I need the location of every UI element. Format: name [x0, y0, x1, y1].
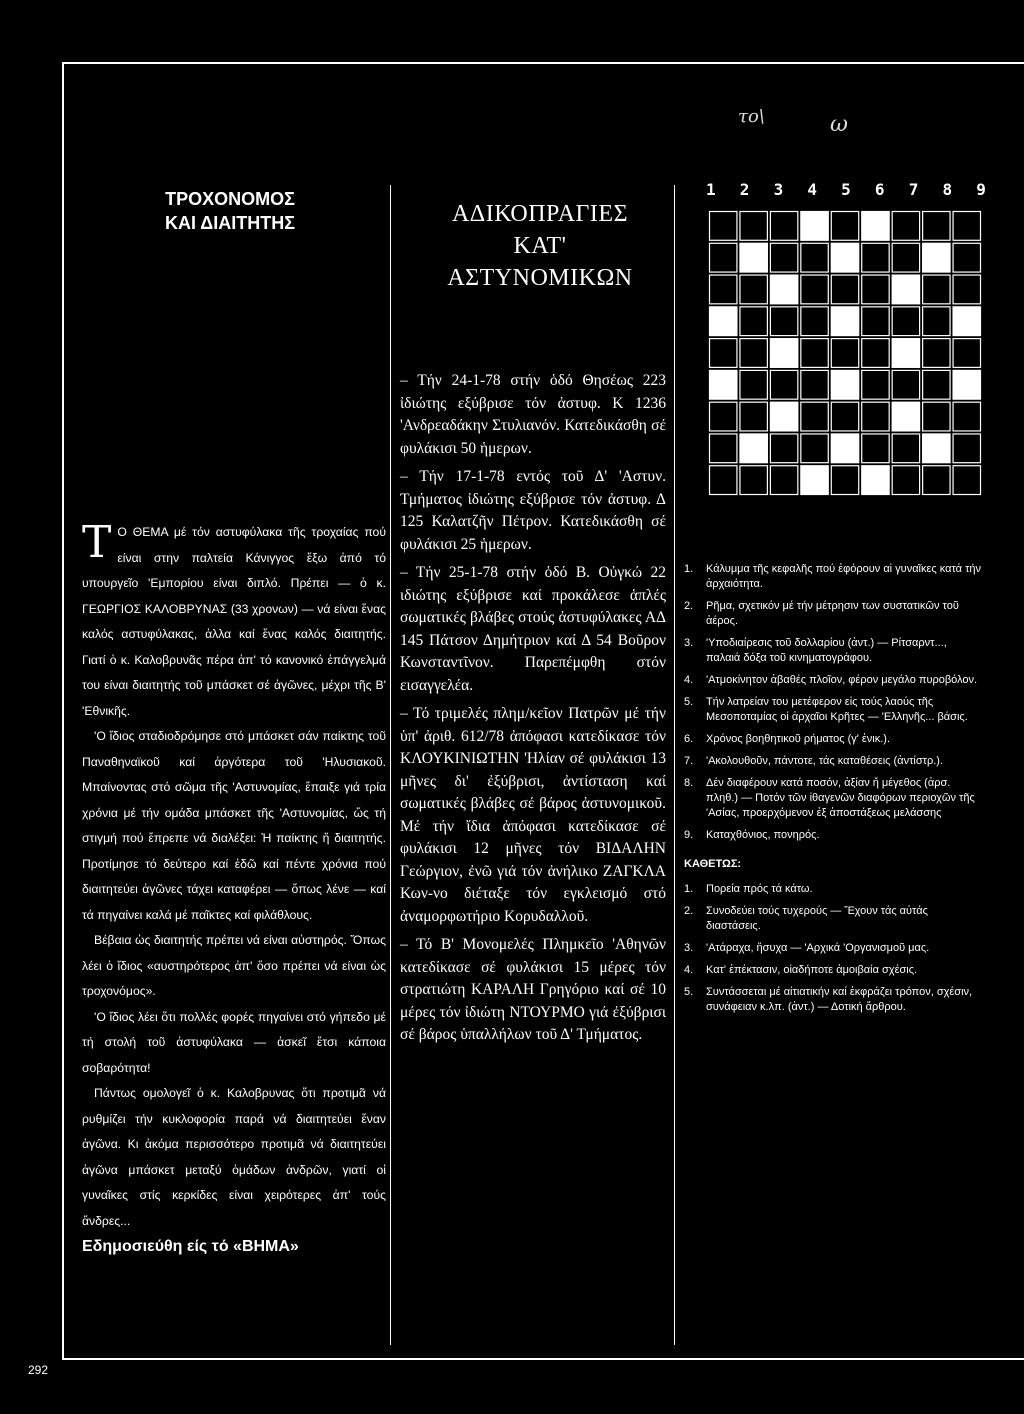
clue-item	[684, 776, 984, 821]
grid-cell	[740, 275, 767, 304]
grid-cell	[831, 466, 858, 495]
grid-cell	[801, 402, 828, 431]
grid-block-cell	[831, 243, 858, 272]
grid-block-cell	[892, 275, 919, 304]
clue-text: Χρόνος βοηθητικοῦ ρήματος (γ' ἑνικ.).	[706, 733, 891, 745]
grid-cell	[770, 434, 797, 463]
grid-cell	[862, 307, 889, 336]
grid-cell	[862, 434, 889, 463]
column-number: 7	[908, 180, 919, 199]
grid-cell	[953, 275, 980, 304]
clue-number: 5.	[684, 986, 694, 998]
grid-block-cell	[770, 275, 797, 304]
column-number: 6	[874, 180, 885, 199]
grid-cell	[892, 243, 919, 272]
clue-text: Τήν λατρείαν του μετέφερον εἰς τούς λαούς τῆς Μεσοποταμίας οἱ ἀρχαῖοι Κρῆτες — 'Ελληνῆς... βάσις.	[706, 696, 968, 723]
clue-text: Ρῆμα, σχετικόν μέ τήν μέτρησιν των συστατικῶν τοῦ ἀέρος.	[706, 600, 959, 627]
grid-cell	[892, 212, 919, 241]
grid-cell	[740, 466, 767, 495]
clue-item	[684, 828, 984, 843]
grid-cell	[770, 466, 797, 495]
grid-cell	[923, 466, 950, 495]
grid-cell	[953, 339, 980, 368]
middle-article-body	[400, 370, 666, 1053]
left-article-title: ΤΡΟΧΟΝΟΜΟΣ ΚΑΙ ΔΙΑΙΤΗΤΗΣ	[164, 189, 296, 233]
column-divider-right	[674, 185, 675, 1345]
grid-cell	[710, 402, 737, 431]
clue-item	[684, 636, 984, 666]
clue-item	[684, 695, 984, 725]
grid-cell	[831, 339, 858, 368]
middle-article-title: ΑΔΙΚΟΠΡΑΓΙΕΣ ΚΑΤ' ΑΣΤΥΝΟΜΙΚΩΝ	[447, 201, 633, 291]
grid-block-cell	[892, 339, 919, 368]
grid-cell	[801, 275, 828, 304]
left-paragraph-4: 'Ο ἴδιος λέει ὅτι πολλές φορές πηγαίνει στό γήπεδο μέ τή στολή τοῦ ἀστυφύλακα — ἀσκεῖ ἔτσι κάποια σοβαρότητα!	[82, 1009, 386, 1075]
grid-cell	[923, 275, 950, 304]
clue-text: Δέν διαφέρουν κατά ποσόν, ἀξίαν ἤ μέγεθος (ἀρσ. πληθ.) — Ποτόν τῶν ἰθαγενῶν διαφόρων περιοχῶν τῆς 'Ασίας, προερχόμενον ἐξ ἀποστάξεως μελάσσης	[706, 777, 975, 819]
clue-item	[684, 599, 984, 629]
clue-text: Συντάσσεται μέ αἰτιατικήν καί ἐκφράζει τρόπον, σχέσιν, συνάφειαν κ.λπ. (ἀντ.) — Δοτική ἄρθρου.	[706, 986, 973, 1013]
grid-cell	[862, 243, 889, 272]
column-number: 8	[942, 180, 953, 199]
clue-item	[684, 963, 984, 978]
grid-cell	[710, 243, 737, 272]
grid-cell	[801, 434, 828, 463]
clue-number: 4.	[684, 964, 694, 976]
grid-cell	[770, 370, 797, 399]
clue-text: Καταχθόνιος, πονηρός.	[706, 829, 820, 841]
grid-cell	[923, 307, 950, 336]
clue-number: 6.	[684, 733, 694, 745]
signoff: Εδημοσιεύθη είς τό «ΒΗΜΑ»	[82, 1238, 299, 1255]
left-paragraph-5: Πάντως ομολογεῖ ὁ κ. Καλοβρυνας ὅτι προτιμᾶ νά ρυθμίζει τήν κυκλοφορία παρά νά διαιτητεύει ἕναν ἀγῶνα. Κι ἀκόμα περισσότερο προτιμᾶ νά διαιτητεύει ἀγῶνα μπάσκετ μεταξύ ὁμάδων ἀνδρῶν, γιατί οἱ γυναῖκες στίς κερκίδες είναι χειρότερες ἀπ' τούς ἄνδρες...	[82, 1086, 386, 1228]
grid-cell	[923, 402, 950, 431]
grid-block-cell	[740, 243, 767, 272]
grid-block-cell	[831, 434, 858, 463]
grid-cell	[801, 339, 828, 368]
clue-item	[684, 732, 984, 747]
crossword-column-numbers	[706, 180, 986, 199]
grid-cell	[953, 402, 980, 431]
grid-cell	[740, 212, 767, 241]
grid-cell	[740, 402, 767, 431]
grid-block-cell	[892, 402, 919, 431]
grid-cell	[862, 370, 889, 399]
clue-text: Κατ' ἐπέκτασιν, οἱαδήποτε ἀμοιβαία σχέσις.	[706, 964, 918, 976]
grid-cell	[862, 339, 889, 368]
crossword-clues	[684, 562, 984, 1022]
clue-number: 3.	[684, 637, 694, 649]
middle-paragraph: – Τό Β' Μονομελές Πλημκεῖο 'Αθηνῶν κατεδίκασε σέ φυλάκισι 15 μέρες τόν στρατιώτη ΚΑΡΑΛΗ Γρηγόριο καί σέ 10 μέρες τόν ἰδιώτη ΝΤΟΥΡΜΟ γιά ἐξύβρισι σέ βάρος ὑπαλλήλων τοῦ Δ' Τμήματος.	[400, 936, 666, 1043]
grid-cell	[740, 370, 767, 399]
clue-item	[684, 985, 984, 1015]
clue-number: 9.	[684, 829, 694, 841]
middle-paragraph: – Τήν 24-1-78 στήν ὁδό Θησέως 223 ἰδιώτης εξύβρισε τόν ἀστυφ. Κ 1236 'Ανδρεαδάκην Στυλιανόν. Κατεδικάσθη σέ φυλάκισι 50 ἡμερων.	[400, 372, 666, 457]
grid-cell	[710, 275, 737, 304]
grid-cell	[892, 307, 919, 336]
grid-cell	[801, 243, 828, 272]
grid-cell	[770, 212, 797, 241]
grid-cell	[862, 275, 889, 304]
middle-paragraph: – Τήν 25-1-78 στήν ὁδό Β. Οὐγκώ 22 ιδιώτης εξύβρισε καί προκάλεσε ἁπλές σωματικές βλάβες στούς ἀστυφύλακες ΑΔ 145 Πάτσον Δημήτριον καί Δ 54 Βοῦρον Κωνσταντῖνον. Παρεπέμφθη στόν εισαγγελέα.	[400, 564, 666, 694]
grid-cell	[892, 434, 919, 463]
clue-item	[684, 754, 984, 769]
grid-cell	[923, 212, 950, 241]
down-heading: ΚΑΘΕΤΩΣ:	[684, 858, 742, 870]
clue-text: Συνοδεύει τούς τυχερούς — Ἔχουν τάς αὐτάς διαστάσεις.	[706, 905, 928, 932]
grid-block-cell	[801, 466, 828, 495]
grid-block-cell	[923, 243, 950, 272]
left-article-body	[82, 517, 386, 1260]
clue-number: 8.	[684, 777, 694, 789]
grid-block-cell	[831, 370, 858, 399]
column-number: 3	[773, 180, 784, 199]
grid-cell	[710, 212, 737, 241]
grid-cell	[801, 307, 828, 336]
clue-number: 1.	[684, 563, 694, 575]
clue-text: Πορεία πρός τά κάτω.	[706, 883, 813, 895]
left-paragraph-3: Βέβαια ὡς διαιτητής πρέπει νά είναι αὐστηρός. Ὅπως λέει ὁ ἴδιος «αυστηρότερος ἀπ' ὅσο πρέπει νά είναι ὡς τροχονόμος».	[82, 933, 386, 998]
drop-cap: Τ	[82, 517, 112, 568]
clue-text: Κάλυμμα τῆς κεφαλῆς πού ἐφόρουν αἱ γυναῖκες κατά τήν ἀρχαιότητα.	[706, 563, 982, 590]
clue-item	[684, 904, 984, 934]
grid-cell	[770, 243, 797, 272]
grid-cell	[831, 212, 858, 241]
clue-text: 'Ατάραχα, ἥσυχα — 'Αρχικά 'Οργανισμοῦ μας.	[706, 942, 930, 954]
middle-paragraph: – Τήν 17-1-78 εντός τοῦ Δ' 'Αστυν. Τμήματος ἰδιώτης εξύβρισε τόν ἀστυφ. Δ 125 Καλατζῆν Πέτρον. Κατεδικάσθη σέ φυλάκισι 25 ἡμερων.	[400, 468, 666, 553]
crossword-grid	[708, 210, 982, 496]
grid-block-cell	[740, 434, 767, 463]
down-clues	[684, 882, 984, 1015]
grid-block-cell	[710, 307, 737, 336]
column-divider-left	[390, 185, 391, 1345]
clue-number: 7.	[684, 755, 694, 767]
clue-text: 'Ακολουθοῦν, πάντοτε, τάς καταθέσεις (ἀντίστρ.).	[706, 755, 944, 767]
grid-cell	[953, 434, 980, 463]
grid-block-cell	[862, 466, 889, 495]
clue-text: 'Ατμοκίνητον ἀβαθές πλοῖον, φέρον μεγάλο πυροβόλον.	[706, 674, 978, 686]
clue-text: 'Υποδιαίρεσις τοῦ δολλαρίου (ἀντ.) — Ρίτσαρντ..., παλαιά δόξα τοῦ κινηματογράφου.	[706, 637, 947, 664]
grid-cell	[710, 466, 737, 495]
grid-block-cell	[710, 370, 737, 399]
clue-item	[684, 941, 984, 956]
grid-cell	[710, 339, 737, 368]
clue-number: 1.	[684, 883, 694, 895]
grid-block-cell	[923, 434, 950, 463]
clue-number: 2.	[684, 600, 694, 612]
grid-cell	[740, 339, 767, 368]
grid-block-cell	[862, 212, 889, 241]
grid-cell	[953, 466, 980, 495]
grid-block-cell	[770, 339, 797, 368]
page-number: 292	[28, 1363, 49, 1377]
grid-cell	[801, 370, 828, 399]
grid-cell	[892, 466, 919, 495]
grid-block-cell	[801, 212, 828, 241]
clue-item	[684, 562, 984, 592]
left-paragraph-2: 'Ο ἴδιος σταδιοδρόμησε στό μπάσκετ σάν παίκτης τοῦ Παναθηναϊκοῦ καί ἀργότερα τοῦ 'Ηλυσιακοῦ. Μπαίνοντας στό σῶμα τῆς 'Αστυνομίας, ἔπαιξε γιά τρία χρόνια μέ τήν ομάδα μπάσκετ τῆς 'Αστυνομίας, ὥς τή στιγμή πού ἔπρεπε νά διαλέξει: Ἠ παίκτης ἤ διαιτητής. Προτίμησε τό δεύτερο καί ἐδῶ καί πέντε χρόνια πού διαιτητεύει ἀγῶνες τάχει καταφέρει — ὅπως λένε — καί τά πηγαίνει καλά μέ παῖκτες καί φιλάθλους.	[82, 729, 386, 922]
column-number: 1	[706, 180, 716, 199]
handwritten-mark-2: ω	[830, 112, 848, 137]
grid-cell	[831, 402, 858, 431]
left-paragraph-1: Τ Ο ΘΕΜΑ μέ τόν αστυφύλακα τῆς τροχαίας πού είναι στην παλτεία Κάνιγγος ἔξω ἀπό τό υπουργεῖο 'Εμπορίου είναι διπλό. Πρέπει — ὁ κ. ΓΕΩΡΓΙΟΣ ΚΑΛΟΒΡΥΝΑΣ (33 χρονων) — νά είναι ἕνας καλός αστυφύλακας, ἀλλα καί ἕνας καλός διαιτητής. Γιατί ὁ κ. Καλοβρυνᾶς πέρα ἀπ' τό κανονικό ἐπάγγελμά του είναι διαιτητής τοῦ μπάσκετ σέ ἀγῶνες, μέχρι τῆς Β' 'Εθνικῆς.	[82, 517, 386, 718]
across-clues	[684, 562, 984, 843]
grid-block-cell	[831, 307, 858, 336]
grid-cell	[831, 275, 858, 304]
column-number: 9	[976, 180, 986, 199]
grid-cell	[923, 370, 950, 399]
middle-paragraph: – Τό τριμελές πλημ/κεῖον Πατρῶν μέ τήν ὑπ' ἀριθ. 612/78 ἀπόφασι κατεδίκασε τόν ΚΛΟΥΚΙΝΙΩΤΗΝ 'Ηλίαν σέ φυλάκισι 13 μῆνες δι' ἐξύβρισι, ἀντίσταση καί σωματικές βλάβες σέ βάρος ἀστυνομικοῦ. Μέ τήν ἴδια ἀπόφασι κατεδίκασε σέ φυλάκισι 12 μῆνες τόν ΒΙΔΑΛΗΝ Γεώργιον, ἐνῶ γιά τόν ἀνήλικο ΖΑΓΚΛΑ Κων-νο διέταξε τόν εγκλεισμό στό ἀναμορφωτήριο Κορυδαλλοῦ.	[400, 705, 666, 925]
grid-cell	[770, 307, 797, 336]
clue-number: 5.	[684, 696, 694, 708]
handwritten-mark: το\	[738, 106, 765, 127]
grid-cell	[923, 339, 950, 368]
clue-number: 2.	[684, 905, 694, 917]
grid-cell	[862, 402, 889, 431]
grid-cell	[953, 212, 980, 241]
clue-item	[684, 673, 984, 688]
grid-block-cell	[953, 307, 980, 336]
grid-block-cell	[953, 370, 980, 399]
clue-number: 4.	[684, 674, 694, 686]
column-number: 4	[807, 180, 817, 199]
grid-cell	[892, 370, 919, 399]
grid-cell	[953, 243, 980, 272]
grid-block-cell	[770, 402, 797, 431]
clue-item	[684, 882, 984, 897]
column-number: 5	[841, 180, 851, 199]
grid-cell	[710, 434, 737, 463]
grid-cell	[740, 307, 767, 336]
clue-number: 3.	[684, 942, 694, 954]
column-number: 2	[739, 180, 750, 199]
